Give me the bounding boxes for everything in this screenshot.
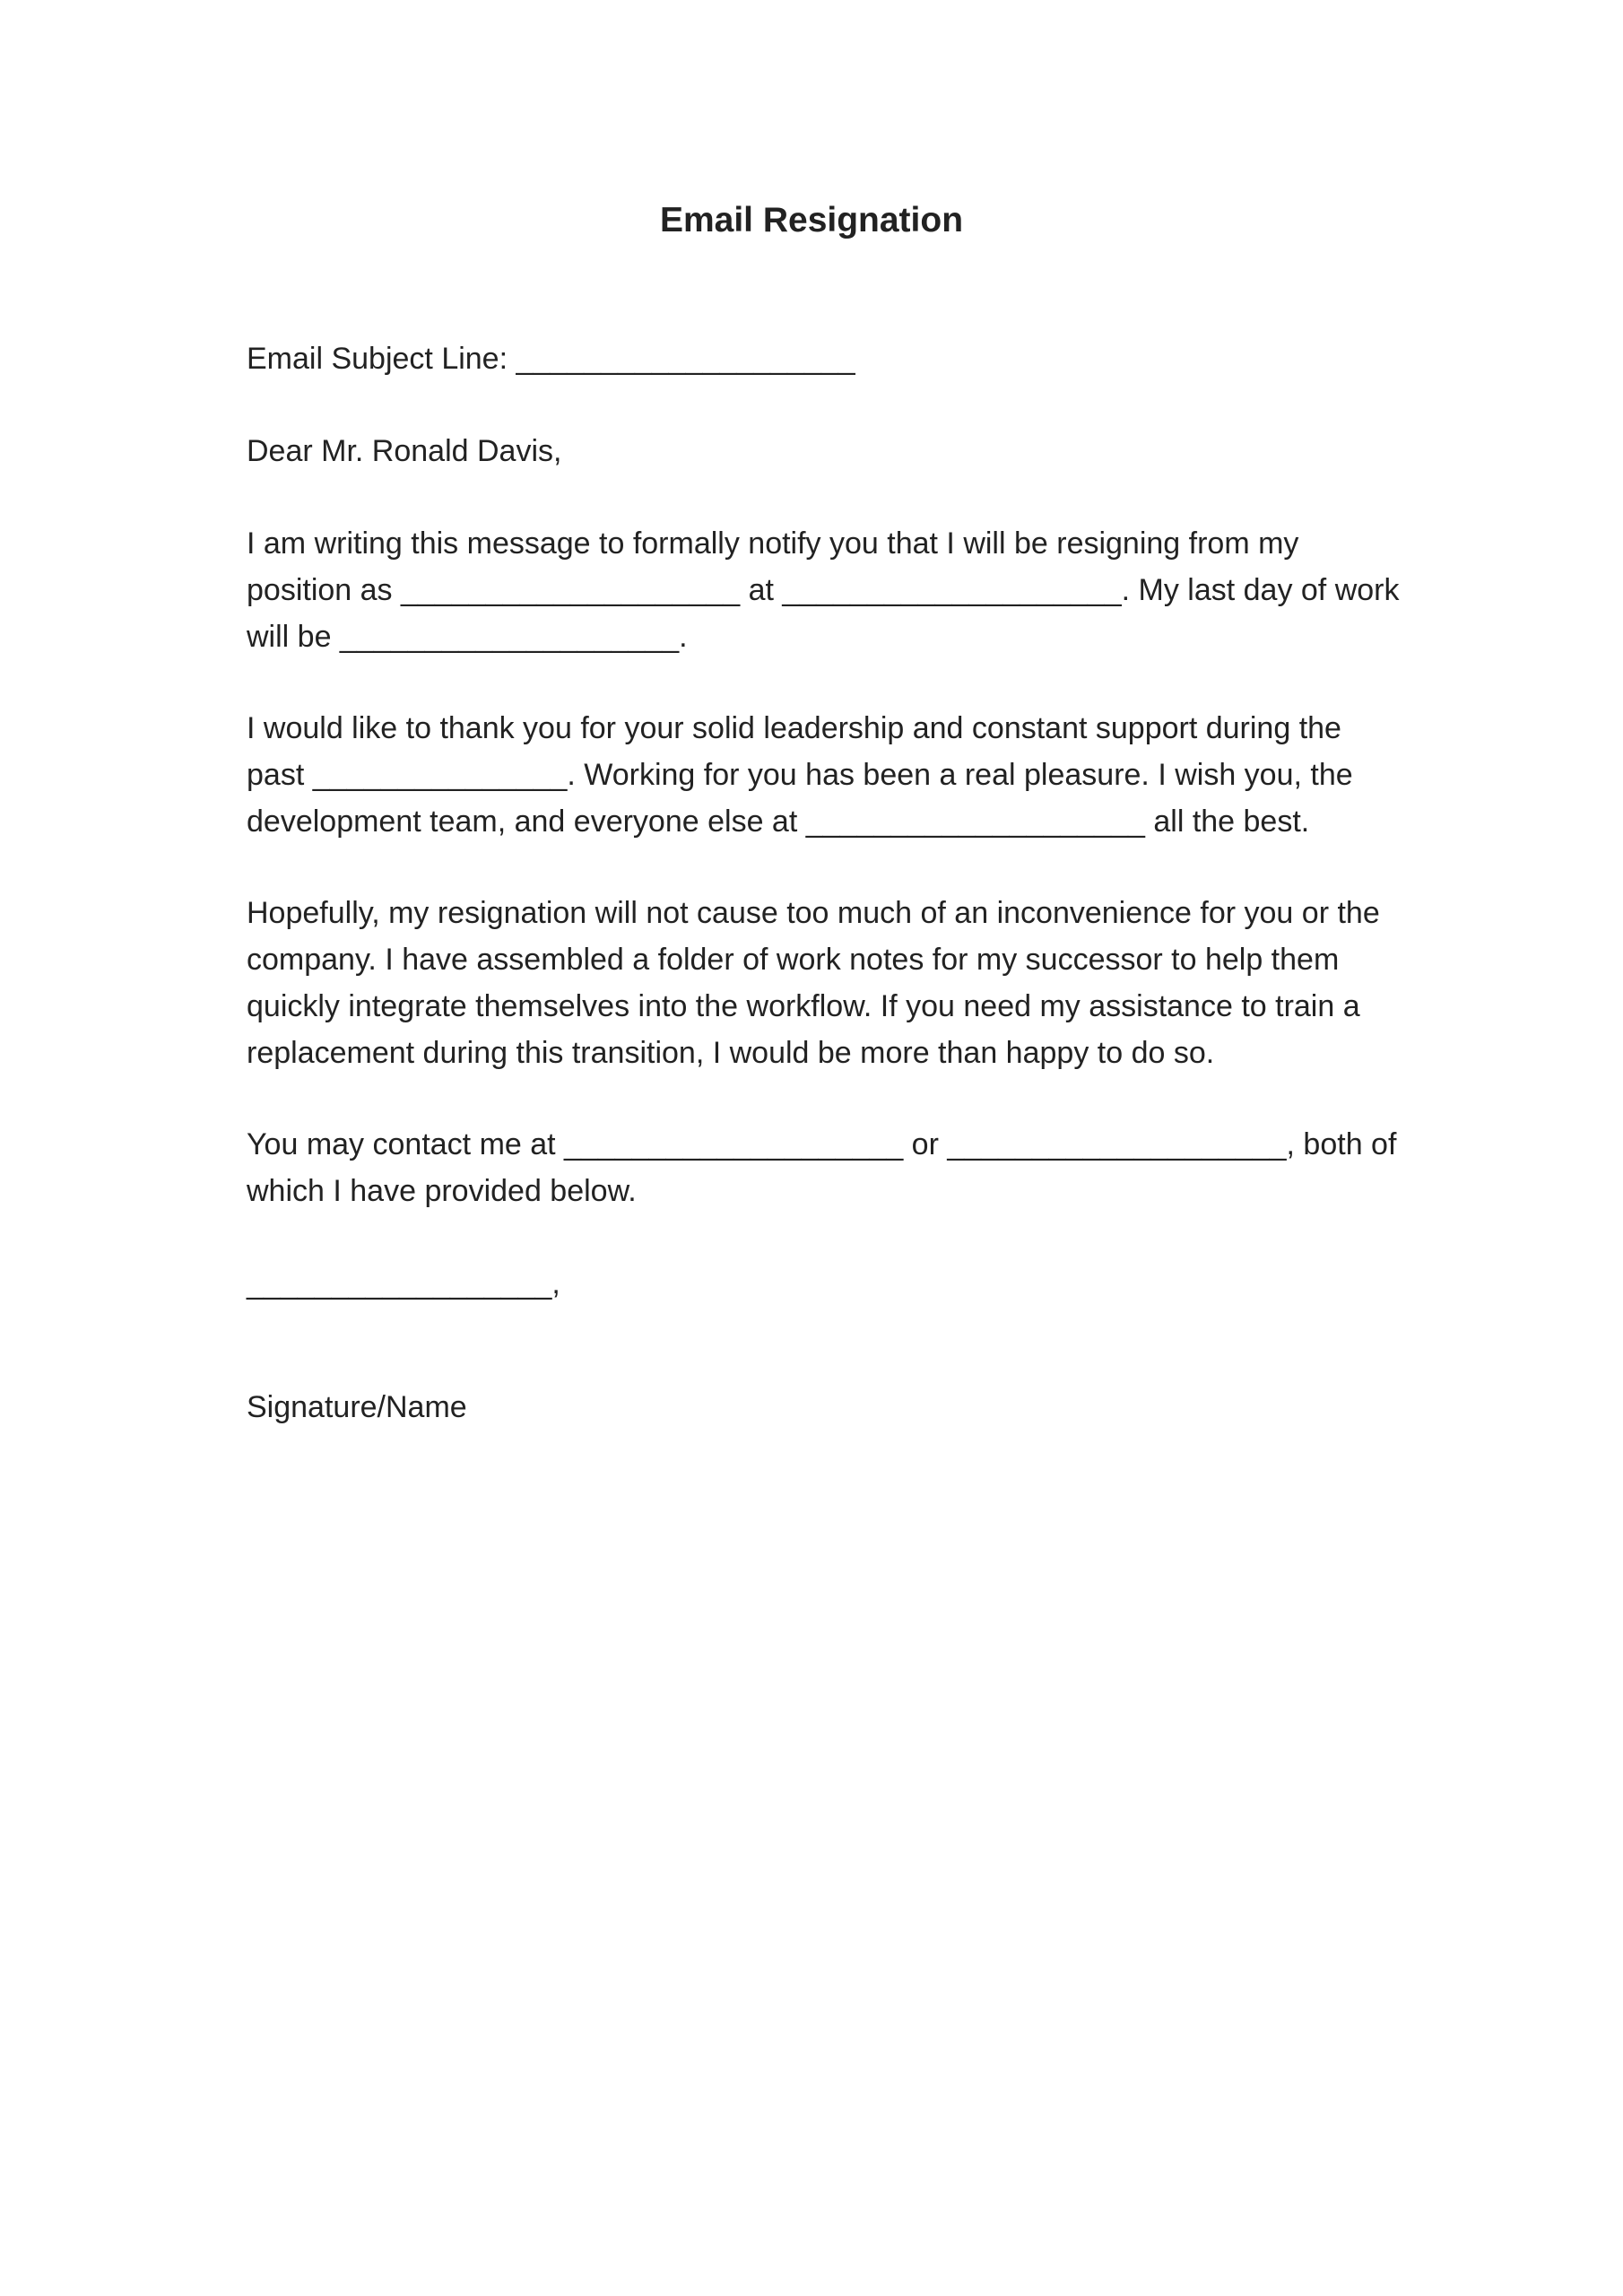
closing-line (247, 1260, 1403, 1307)
paragraph-notify (247, 520, 1403, 660)
email-subject-line (247, 335, 1403, 382)
paragraph-thanks (247, 705, 1403, 845)
paragraph-contact (247, 1121, 1403, 1214)
paragraph-line: will be ____________________. (247, 620, 688, 654)
salutation-text: Dear Mr. Ronald Davis, (247, 434, 562, 468)
paragraph-line: position as ____________________ at ____________________. My last day of work (247, 573, 1400, 607)
closing-blank: __________________, (247, 1266, 560, 1300)
paragraph-line: company. I have assembled a folder of work notes for my successor to help them (247, 943, 1340, 977)
paragraph-line: replacement during this transition, I would be more than happy to do so. (247, 1036, 1215, 1070)
signature-text: Signature/Name (247, 1390, 467, 1424)
subject-line-text: Email Subject Line: ____________________ (247, 342, 855, 376)
paragraph-line: You may contact me at ____________________ or ____________________, both of (247, 1127, 1397, 1161)
paragraph-line: I am writing this message to formally notify you that I will be resigning from my (247, 526, 1299, 561)
paragraph-line: which I have provided below. (247, 1174, 637, 1208)
paragraph-line: development team, and everyone else at ____________________ all the best. (247, 804, 1310, 839)
paragraph-line: quickly integrate themselves into the workflow. If you need my assistance to train a (247, 989, 1360, 1023)
signature-label (247, 1384, 1403, 1431)
paragraph-hope (247, 890, 1403, 1076)
document-title: Email Resignation (659, 201, 964, 239)
paragraph-line: I would like to thank you for your solid leadership and constant support during the (247, 711, 1341, 745)
salutation (247, 428, 1403, 474)
paragraph-line: Hopefully, my resignation will not cause too much of an inconvenience for you or the (247, 896, 1380, 930)
paragraph-line: past _______________. Working for you has been a real pleasure. I wish you, the (247, 758, 1353, 792)
